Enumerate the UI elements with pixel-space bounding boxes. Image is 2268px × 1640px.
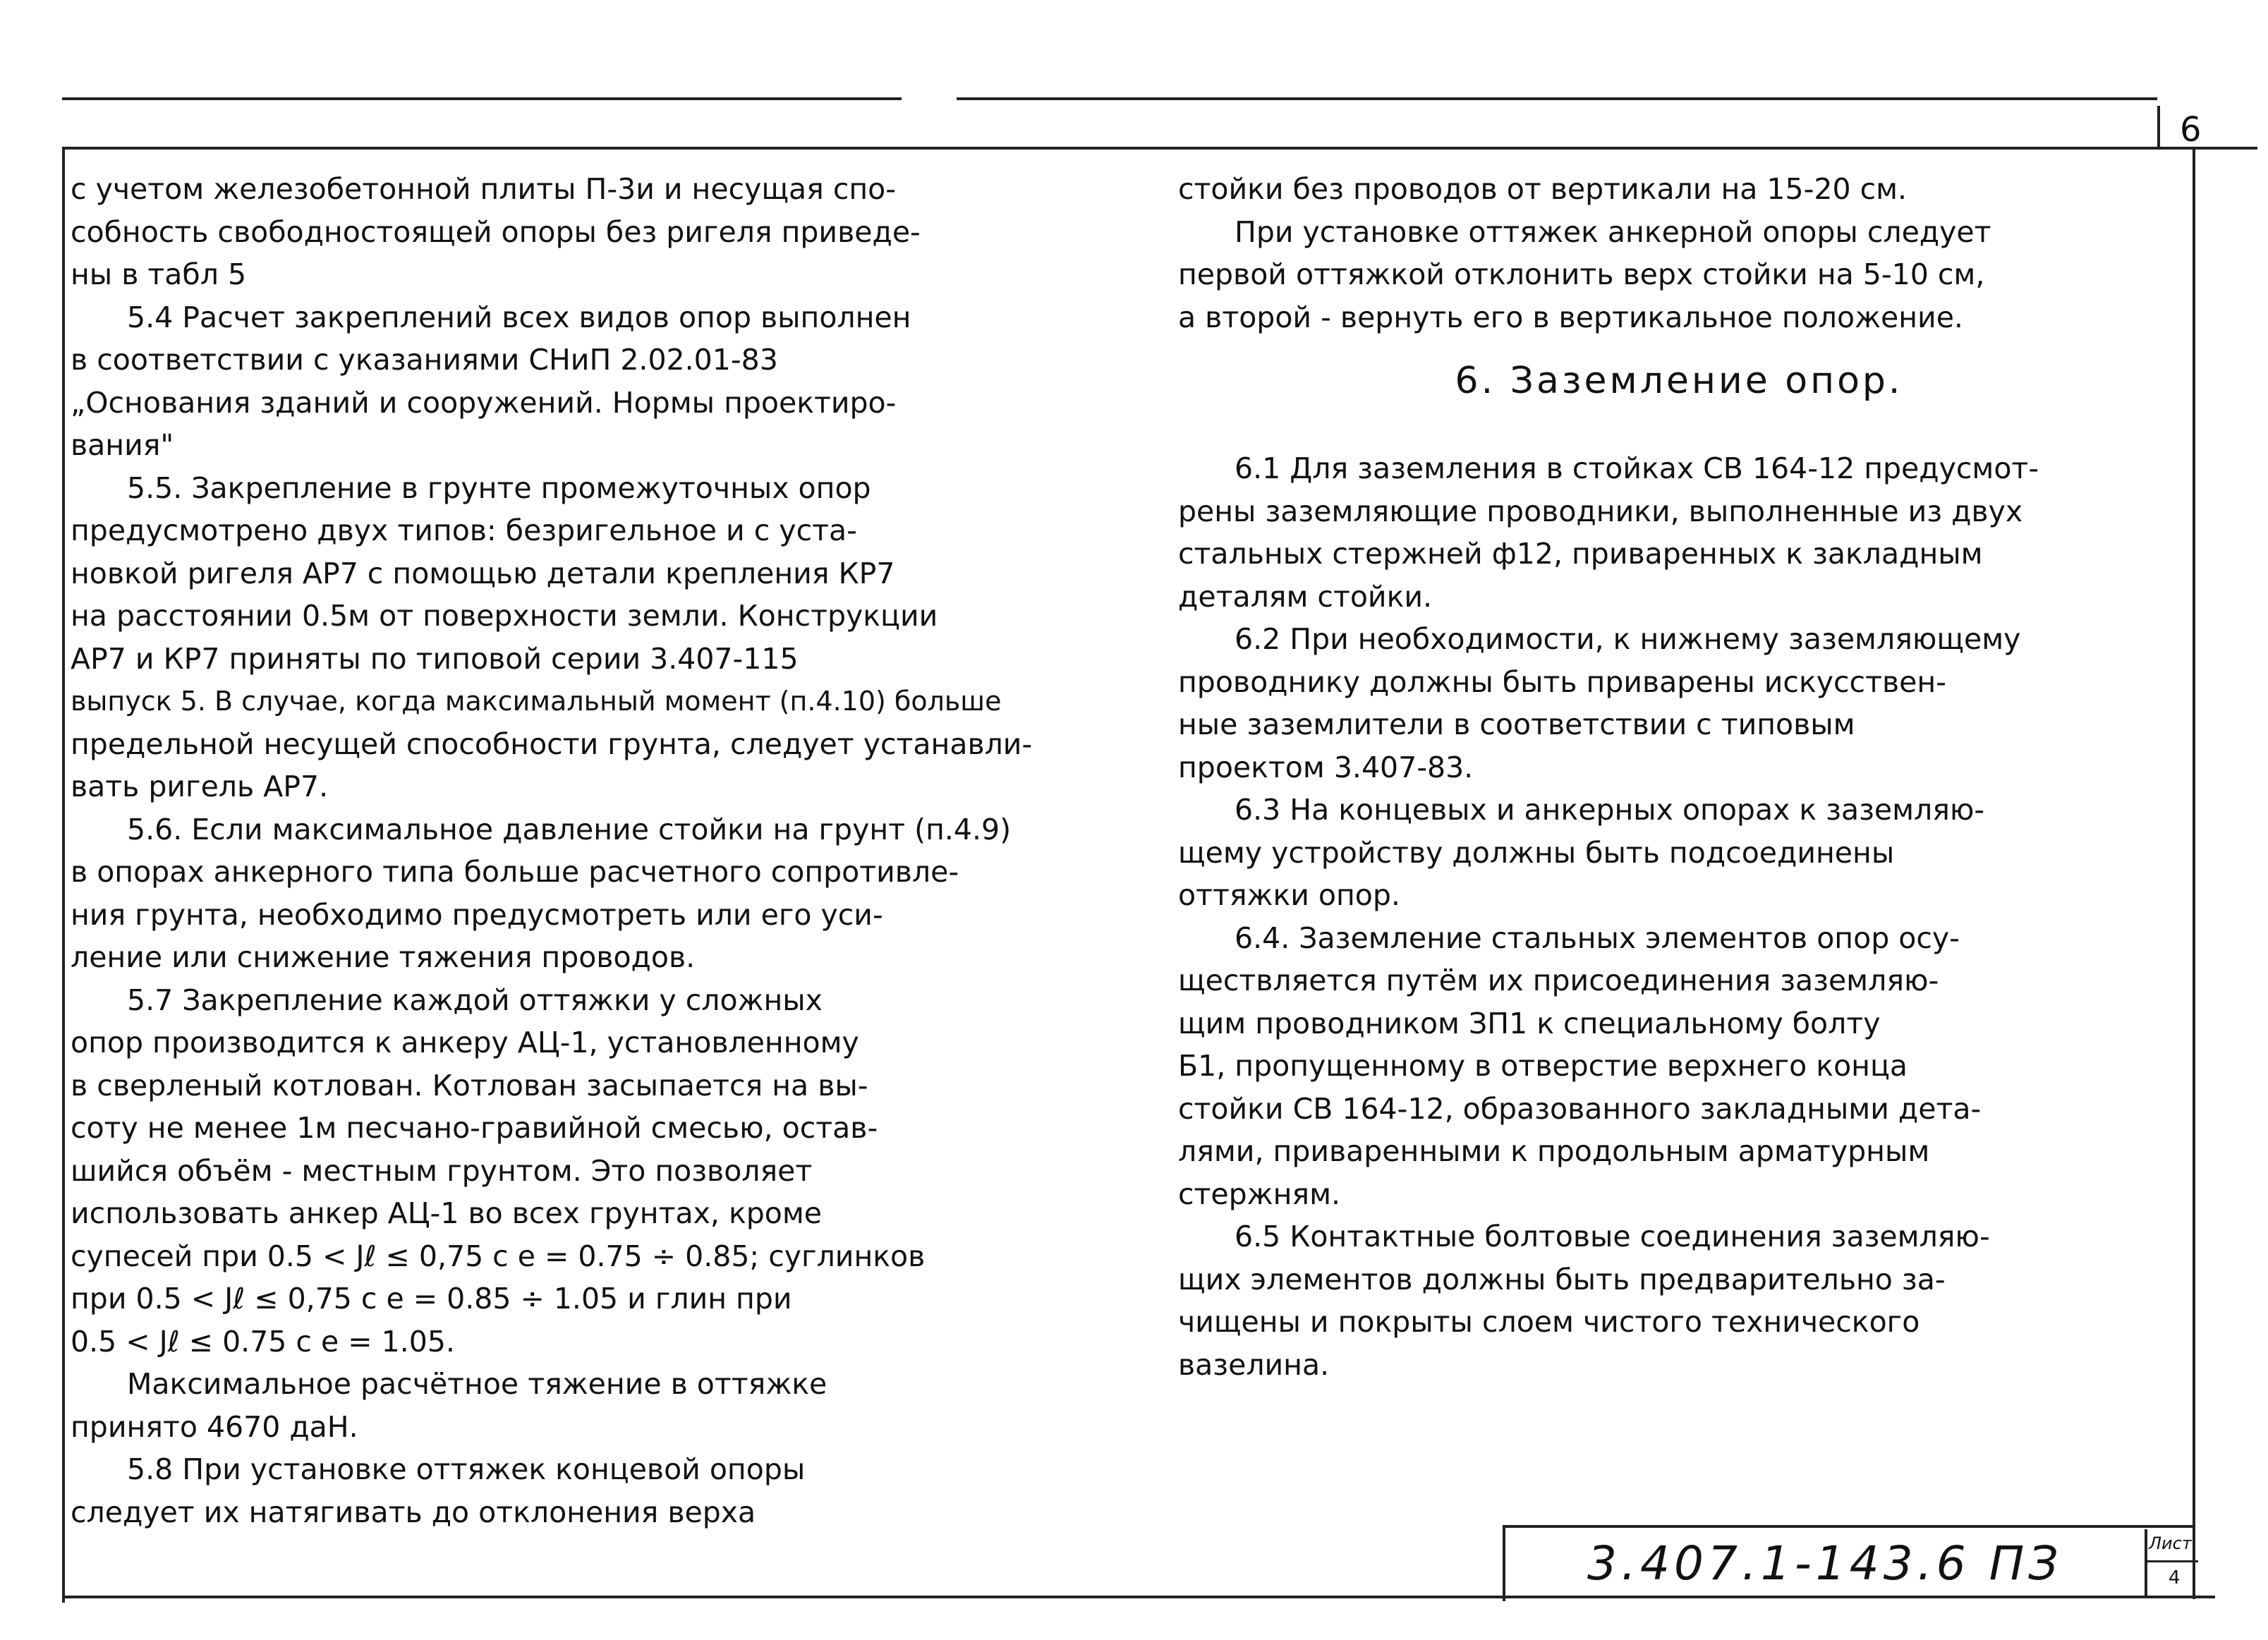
top-rule-right [957,97,2157,100]
text-line: „Основания зданий и сооружений. Нормы проектиро- [71,385,897,420]
text-line: вать ригель АР7. [71,770,329,803]
sheet-cell-divider [2145,1560,2198,1562]
spacer [1178,423,2180,447]
text-line: стойки СВ 164-12, образованного закладными дета- [1178,1091,1982,1126]
text-line: стальных стержней ф12, приваренных к закладным [1178,537,1983,571]
text-line: 5.4 Расчет закреплений всех видов опор выполнен [127,300,911,334]
top-rule-left [62,97,902,100]
text-line: оттяжки опор. [1178,878,1400,912]
text-line: ны в табл 5 [71,257,247,291]
text-line: первой оттяжкой отклонить верх стойки на 5-10 см, [1178,257,1985,291]
document-code: 3.407.1-143.6 ПЗ [1587,1536,2063,1591]
text-line: при 0.5 < Jℓ ≤ 0,75 с e = 0.85 ÷ 1.05 и глин при [71,1282,792,1316]
text-line: 5.5. Закрепление в грунте промежуточных опор [127,470,871,505]
text-line: рены заземляющие проводники, выполненные из двух [1178,494,2023,528]
sheet-number: 6 [2180,110,2202,150]
left-column [71,168,1100,1533]
text-line: чищены и покрыты слоем чистого технического [1178,1305,1920,1339]
text-line: новкой ригеля АР7 с помощью детали крепления КР7 [71,556,895,590]
text-line: 5.8 При установке оттяжек концевой опоры [127,1452,806,1486]
text-line: деталям стойки. [1178,579,1433,614]
text-line: принято 4670 даН. [71,1409,358,1444]
text-line: ление или снижение тяжения проводов. [71,940,696,974]
text-line: в соответствии с указаниями СНиП 2.02.01-83 [71,343,778,377]
text-line: следует их натягивать до отклонения верха [71,1495,756,1529]
section-heading: 6. Заземление опор. [1455,360,1903,402]
text-line: с учетом железобетонной плиты П-3и и несущая спо- [71,172,897,206]
text-line: щих элементов должны быть предварительно за- [1178,1262,1946,1296]
text-line: 6.5 Контактные болтовые соединения заземляю- [1235,1220,1990,1253]
text-line: а второй - вернуть его в вертикальное положение. [1178,300,1963,334]
text-line: в сверленый котлован. Котлован засыпается на вы- [71,1068,868,1103]
text-line: собность свободностоящей опоры без ригеля приведе- [71,214,921,249]
text-line: опор производится к анкеру АЦ-1, установленному [71,1026,859,1059]
text-line: выпуск 5. В случае, когда максимальный момент (п.4.10) больше [71,686,1002,717]
text-line: вазелина. [1178,1347,1330,1382]
sheet-label: Лист [2149,1533,2192,1553]
text-line: супесей при 0.5 < Jℓ ≤ 0,75 с e = 0.75 ÷ 0.85; суглинков [71,1239,926,1273]
text-line: ния грунта, необходимо предусмотреть или его уси- [71,897,883,932]
text-line: Максимальное расчётное тяжение в оттяжке [127,1367,827,1401]
text-line: 6.2 При необходимости, к нижнему заземляющему [1235,622,2021,656]
text-line: При установке оттяжек анкерной опоры следует [1235,214,1991,249]
text-line: ществляется путём их присоединения заземляю- [1178,964,1939,997]
text-line: Б1, пропущенному в отверстие верхнего конца [1178,1049,1908,1083]
text-line: соту не менее 1м песчано-гравийной смесью, остав- [71,1111,878,1145]
text-line: щим проводником ЗП1 к специальному болту [1178,1006,1881,1040]
text-line: в опорах анкерного типа больше расчетного сопротивле- [71,855,959,889]
text-line: проектом 3.407-83. [1178,750,1474,784]
frame-right [2193,150,2195,1599]
frame-left [62,150,65,1603]
right-column [1178,168,2180,1386]
text-line: стержням. [1178,1177,1341,1211]
frame-top [62,147,2257,150]
text-line: использовать анкер АЦ-1 во всех грунтах, кроме [71,1196,822,1230]
text-line: 6.4. Заземление стальных элементов опор осу- [1235,921,1960,955]
sheet-number-box [2157,106,2260,150]
text-line: предусмотрено двух типов: безригельное и с уста- [71,514,857,547]
text-line: ные заземлители в соответствии с типовым [1178,707,1855,741]
sheet-page-number: 4 [2169,1567,2181,1589]
text-line: лями, приваренными к продольным арматурным [1178,1134,1930,1168]
text-line: 0.5 < Jℓ ≤ 0.75 с e = 1.05. [71,1324,455,1359]
text-line: 5.7 Закрепление каждой оттяжки у сложных [127,983,823,1017]
text-line: на расстоянии 0.5м от поверхности земли. Конструкции [71,599,938,633]
text-line: предельной несущей способности грунта, следует устанавли- [71,727,1033,761]
text-line: 5.6. Если максимальное давление стойки на грунт (п.4.9) [127,812,1012,846]
text-line: вания" [71,428,174,462]
text-line: АР7 и КР7 приняты по типовой серии 3.407-115 [71,641,799,676]
text-line: 6.1 Для заземления в стойках СВ 164-12 предусмот- [1235,451,2039,485]
text-line: щему устройству должны быть подсоединены [1178,835,1895,870]
text-line: шийся объём - местным грунтом. Это позволяет [71,1153,813,1188]
text-line: проводнику должны быть приварены искусствен- [1178,664,1946,699]
text-line: 6.3 На концевых и анкерных опорах к заземляю- [1235,793,1985,827]
text-line: стойки без проводов от вертикали на 15-20 см. [1178,172,1908,206]
